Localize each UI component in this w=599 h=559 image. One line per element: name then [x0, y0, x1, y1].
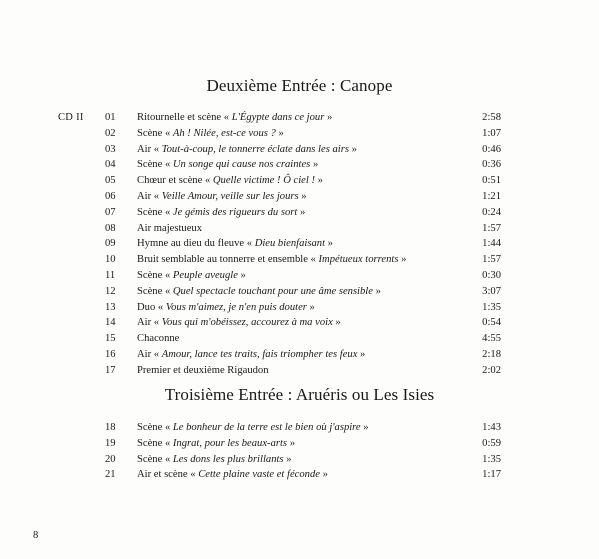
- track-number: 21: [105, 469, 116, 481]
- track-duration: 3:07: [482, 285, 501, 297]
- track-label: Scène «: [137, 127, 173, 139]
- track-duration: 1:35: [482, 301, 501, 313]
- track-number: 09: [105, 238, 116, 250]
- track-row: [0, 347, 599, 363]
- track-row: [0, 221, 599, 237]
- track-quote-close: »: [348, 143, 357, 155]
- track-description: [137, 221, 202, 237]
- track-quote-close: »: [319, 469, 328, 481]
- track-number: 15: [105, 333, 116, 345]
- track-number: 04: [105, 159, 116, 171]
- track-description: [137, 268, 246, 284]
- track-duration: 0:51: [482, 175, 501, 187]
- track-quote: Cette plaine vaste et féconde: [198, 469, 320, 481]
- track-quote: Ah ! Nilée, est-ce vous ?: [172, 127, 276, 139]
- track-number: 01: [105, 112, 116, 123]
- track-quote-close: »: [324, 112, 333, 123]
- track-duration: 0:54: [482, 317, 501, 329]
- track-quote-close: »: [332, 317, 341, 329]
- track-quote-close: »: [360, 422, 369, 433]
- track-quote-close: »: [275, 127, 284, 139]
- track-row: [0, 126, 599, 142]
- track-number: 02: [105, 127, 116, 139]
- track-label: Scène «: [137, 453, 173, 465]
- track-quote: Amour, lance tes traits, fais triompher tes feux: [161, 348, 358, 360]
- track-quote: Quelle victime ! Ô ciel !: [212, 175, 315, 187]
- track-label: Chœur et scène «: [137, 175, 213, 187]
- track-label: Scène «: [137, 159, 173, 171]
- track-row: [0, 252, 599, 268]
- track-description: [137, 252, 406, 268]
- track-number: 16: [105, 348, 116, 360]
- track-row: [0, 268, 599, 284]
- track-quote: Peuple aveugle: [172, 269, 238, 281]
- track-description: [137, 173, 323, 189]
- page-number: 8: [33, 530, 39, 541]
- track-duration: 0:59: [482, 437, 501, 449]
- track-description: [137, 420, 369, 436]
- track-description: [137, 452, 292, 468]
- track-number: 08: [105, 222, 116, 234]
- track-quote-close: »: [357, 348, 366, 360]
- track-duration: 2:02: [482, 364, 501, 376]
- track-number: 19: [105, 437, 116, 449]
- track-number: 07: [105, 206, 116, 218]
- track-description: [137, 467, 328, 483]
- track-quote-close: »: [297, 206, 306, 218]
- track-description: [137, 205, 305, 221]
- track-row: [0, 173, 599, 189]
- track-label: Scène «: [137, 206, 173, 218]
- track-quote-close: »: [283, 453, 292, 465]
- track-row: [0, 467, 599, 483]
- track-description: [137, 110, 332, 126]
- track-number: 17: [105, 364, 116, 376]
- track-quote-close: »: [237, 269, 246, 281]
- track-label: Air «: [137, 348, 162, 360]
- section-title-canope: Deuxième Entrée : Canope: [206, 76, 393, 95]
- track-number: 18: [105, 422, 116, 433]
- track-row: [0, 110, 599, 126]
- track-label: Air majestueux: [137, 222, 203, 234]
- track-row: [0, 142, 599, 158]
- track-duration: 1:35: [482, 453, 501, 465]
- track-duration: 0:36: [482, 159, 501, 171]
- track-label: Scène «: [137, 285, 173, 297]
- track-duration: 1:21: [482, 190, 501, 202]
- track-quote-close: »: [306, 301, 315, 313]
- track-quote-close: »: [287, 437, 296, 449]
- track-quote-close: »: [325, 238, 333, 250]
- track-quote-close: »: [310, 159, 319, 171]
- track-duration: 2:18: [482, 348, 501, 360]
- disc-label: CD II: [58, 112, 84, 123]
- track-row: [0, 205, 599, 221]
- track-number: 11: [105, 269, 116, 281]
- track-quote: Vous qui m'obéissez, accourez à ma voix: [161, 317, 333, 329]
- track-quote: L'Égypte dans ce jour: [231, 112, 325, 123]
- track-duration: 1:57: [482, 222, 501, 234]
- track-row: [0, 452, 599, 468]
- track-duration: 1:43: [482, 422, 501, 433]
- track-number: 20: [105, 453, 116, 465]
- track-quote: Dieu bienfaisant: [254, 238, 326, 250]
- track-label: Air «: [137, 190, 162, 202]
- track-duration: 1:44: [482, 238, 501, 250]
- tracklist-aruéris: [0, 420, 599, 483]
- track-duration: 1:57: [482, 254, 501, 266]
- track-label: Chaconne: [137, 333, 180, 345]
- track-row: [0, 236, 599, 252]
- track-label: Ritournelle et scène «: [137, 112, 232, 123]
- track-quote: Ingrat, pour les beaux-arts: [172, 437, 288, 449]
- tracklist-canope: [0, 110, 599, 379]
- track-duration: 2:58: [482, 112, 501, 123]
- track-number: 03: [105, 143, 116, 155]
- track-description: [137, 126, 284, 142]
- track-number: 10: [105, 254, 116, 266]
- track-label: Air «: [137, 143, 162, 155]
- track-label: Hymne au dieu du fleuve «: [137, 238, 255, 250]
- track-quote: Un songe qui cause nos craintes: [172, 159, 311, 171]
- track-label: Scène «: [137, 422, 173, 433]
- track-quote-close: »: [398, 254, 407, 266]
- track-quote: Je gémis des rigueurs du sort: [172, 206, 298, 218]
- track-row: [0, 420, 599, 436]
- track-label: Air et scène «: [137, 469, 199, 481]
- track-row: [0, 157, 599, 173]
- track-quote: Impétueux torrents: [318, 254, 399, 266]
- track-description: [137, 315, 341, 331]
- track-description: [137, 300, 315, 316]
- track-label: Scène «: [137, 437, 173, 449]
- track-description: [137, 347, 365, 363]
- track-description: [137, 284, 381, 300]
- track-label: Premier et deuxième Rigaudon: [137, 364, 269, 376]
- track-quote: Quel spectacle touchant pour une âme sensible: [172, 285, 373, 297]
- track-description: [137, 436, 295, 452]
- track-quote: Tout-à-coup, le tonnerre éclate dans les airs: [161, 143, 349, 155]
- track-row: [0, 331, 599, 347]
- track-quote: Vous m'aimez, je n'en puis douter: [165, 301, 307, 313]
- track-description: [137, 363, 269, 379]
- track-quote-close: »: [372, 285, 381, 297]
- track-number: 13: [105, 301, 116, 313]
- track-duration: 0:46: [482, 143, 501, 155]
- track-number: 12: [105, 285, 116, 297]
- track-quote-close: »: [314, 175, 323, 187]
- track-description: [137, 189, 307, 205]
- track-row: [0, 315, 599, 331]
- track-number: 05: [105, 175, 116, 187]
- track-quote: Le bonheur de la terre est le bien où j'aspire: [172, 422, 361, 433]
- track-row: [0, 284, 599, 300]
- track-quote: Veille Amour, veille sur les jours: [161, 190, 299, 202]
- track-label: Air «: [137, 317, 162, 329]
- track-description: [137, 331, 179, 347]
- track-duration: 0:30: [482, 269, 501, 281]
- track-label: Duo «: [137, 301, 166, 313]
- track-quote-close: »: [298, 190, 307, 202]
- track-duration: 1:07: [482, 127, 501, 139]
- track-quote: Les dons les plus brillants: [172, 453, 284, 465]
- track-label: Bruit semblable au tonnerre et ensemble «: [137, 254, 319, 266]
- track-description: [137, 236, 333, 252]
- track-duration: 4:55: [482, 333, 501, 345]
- track-duration: 0:24: [482, 206, 501, 218]
- track-label: Scène «: [137, 269, 173, 281]
- track-description: [137, 157, 318, 173]
- track-duration: 1:17: [482, 469, 501, 481]
- section-title-aruéris: Troisième Entrée : Aruéris ou Les Isies: [164, 385, 435, 404]
- track-number: 14: [105, 317, 116, 329]
- track-row: [0, 436, 599, 452]
- track-number: 06: [105, 190, 116, 202]
- track-row: [0, 363, 599, 379]
- track-row: [0, 189, 599, 205]
- track-row: [0, 300, 599, 316]
- track-description: [137, 142, 357, 158]
